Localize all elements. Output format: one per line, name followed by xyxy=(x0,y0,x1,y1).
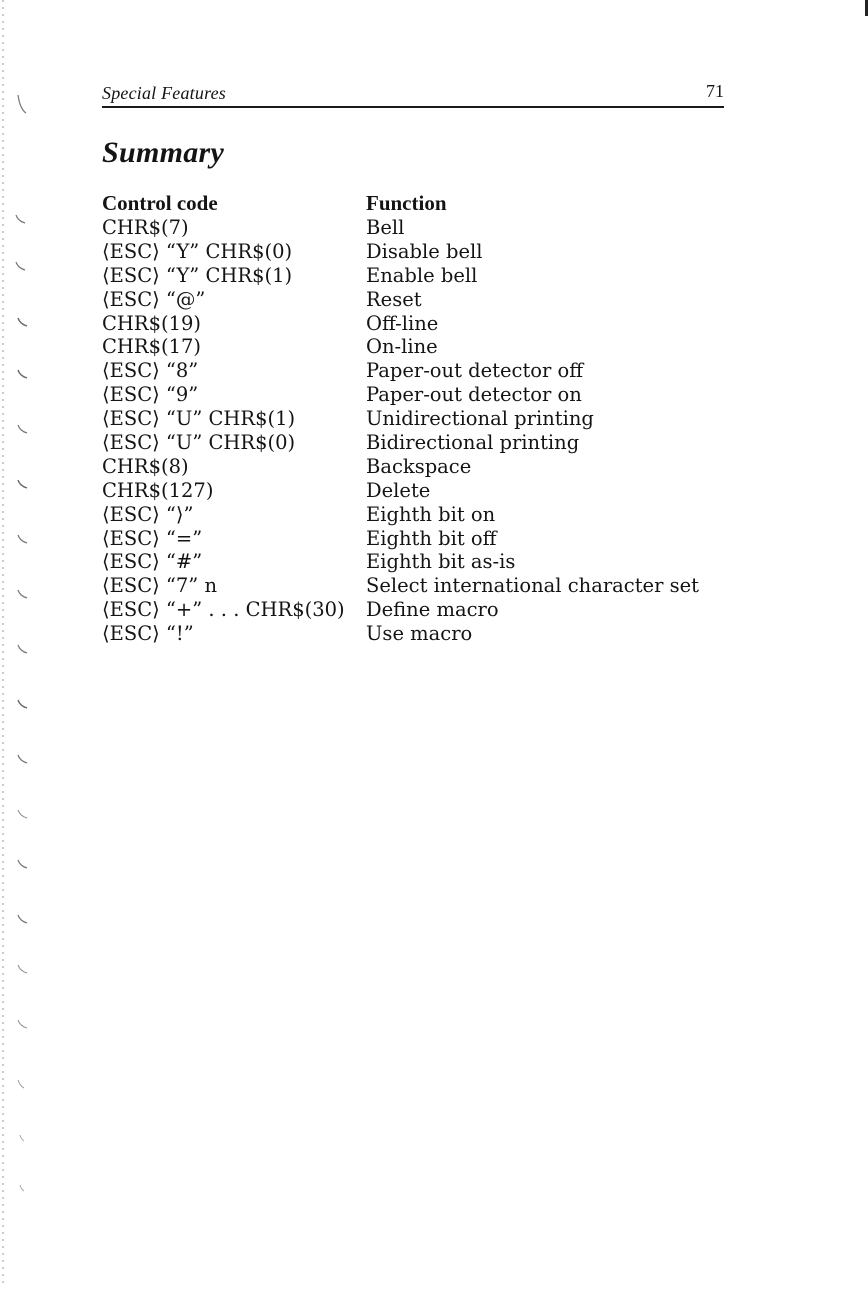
table-row xyxy=(102,503,702,527)
column-header-function: Function xyxy=(366,191,447,215)
control-code-cell: ⟨ESC⟩ “#” xyxy=(102,550,203,574)
function-cell: Unidirectional printing xyxy=(366,407,594,431)
table-row xyxy=(102,407,702,431)
function-cell: Paper-out detector off xyxy=(366,359,584,383)
control-code-cell: CHR$(8) xyxy=(102,454,189,478)
table-row xyxy=(102,240,702,264)
function-cell: Bell xyxy=(366,216,405,239)
function-cell: Paper-out detector on xyxy=(366,383,582,407)
table-row xyxy=(102,383,702,407)
function-cell: Eighth bit on xyxy=(366,502,496,526)
table-row xyxy=(102,479,702,503)
function-cell: Backspace xyxy=(366,454,472,478)
function-cell: Eighth bit as-is xyxy=(366,550,516,574)
function-cell: On-line xyxy=(366,335,438,359)
function-cell: Bidirectional printing xyxy=(366,431,580,455)
function-cell: Off-line xyxy=(366,311,439,335)
function-cell: Define macro xyxy=(366,598,499,622)
table-row xyxy=(102,431,702,455)
control-code-cell: ⟨ESC⟩ “+” . . . CHR$(30) xyxy=(102,598,345,622)
control-code-cell: ⟨ESC⟩ “U” CHR$(1) xyxy=(102,407,296,431)
control-code-cell: ⟨ESC⟩ “!” xyxy=(102,622,194,646)
function-cell: Enable bell xyxy=(366,263,478,287)
table-row xyxy=(102,312,702,336)
control-code-cell: ⟨ESC⟩ “9” xyxy=(102,383,199,407)
control-code-cell: ⟨ESC⟩ “@” xyxy=(102,287,206,311)
table-row xyxy=(102,335,702,359)
table-row xyxy=(102,527,702,551)
table-row xyxy=(102,288,702,312)
function-cell: Use macro xyxy=(366,622,473,646)
table-row xyxy=(102,455,702,479)
running-header xyxy=(102,80,724,108)
function-cell: Reset xyxy=(366,287,422,311)
page-number: 71 xyxy=(706,81,724,101)
function-cell: Eighth bit off xyxy=(366,526,497,550)
table-row xyxy=(102,598,702,622)
function-cell: Disable bell xyxy=(366,239,483,263)
control-code-cell: ⟨ESC⟩ “Y” CHR$(0) xyxy=(102,239,293,263)
table-row xyxy=(102,359,702,383)
control-code-cell: ⟨ESC⟩ “Y” CHR$(1) xyxy=(102,263,293,287)
page-title: Summary xyxy=(102,136,225,169)
table-row xyxy=(102,550,702,574)
control-code-cell: CHR$(19) xyxy=(102,311,202,335)
control-code-cell: ⟨ESC⟩ “8” xyxy=(102,359,199,383)
control-code-cell: ⟨ESC⟩ “=” xyxy=(102,526,203,550)
control-code-cell: ⟨ESC⟩ “U” CHR$(0) xyxy=(102,431,296,455)
control-code-cell: ⟨ESC⟩ “⟩” xyxy=(102,502,194,526)
control-code-cell: CHR$(127) xyxy=(102,478,214,502)
function-cell: Delete xyxy=(366,478,431,502)
control-code-cell: CHR$(7) xyxy=(102,216,189,239)
scan-margin-marks xyxy=(0,0,40,1288)
table-row xyxy=(102,216,702,240)
column-header-control-code: Control code xyxy=(102,191,218,215)
function-cell: Select international character set xyxy=(366,574,699,598)
table-row xyxy=(102,264,702,288)
section-name: Special Features xyxy=(102,83,226,103)
table-header-row xyxy=(102,191,702,216)
summary-table xyxy=(102,191,702,646)
scan-margin-marks-svg xyxy=(0,0,40,1288)
table-row xyxy=(102,574,702,598)
control-code-cell: ⟨ESC⟩ “7” n xyxy=(102,574,218,598)
control-code-cell: CHR$(17) xyxy=(102,335,202,359)
table-row xyxy=(102,622,702,646)
